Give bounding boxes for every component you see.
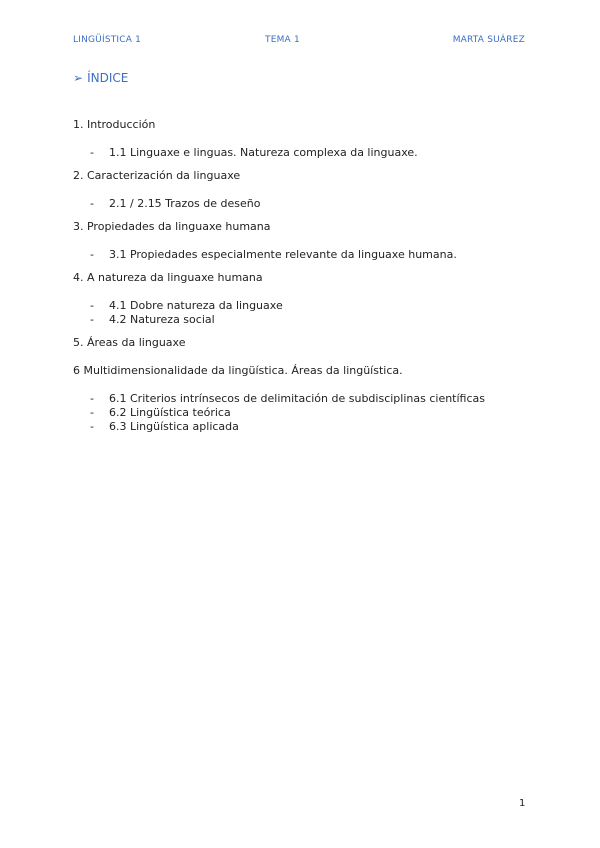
dash-bullet: - (90, 299, 94, 312)
index-heading (73, 71, 128, 85)
dash-bullet: - (90, 197, 94, 210)
toc-section-title[interactable]: 3. Propiedades da linguaxe humana (73, 220, 271, 233)
toc-sub-item-label: 2.1 / 2.15 Trazos de deseño (109, 197, 261, 210)
index-title: ÍNDICE (87, 71, 129, 85)
toc-sub-list (73, 248, 543, 262)
toc-sub-item[interactable] (73, 313, 543, 327)
toc-sub-item[interactable] (73, 299, 543, 313)
toc-section (73, 118, 543, 160)
toc-sub-list (73, 197, 543, 211)
header-course: LINGÜÍSTICA 1 (73, 35, 142, 45)
toc-section (73, 271, 543, 327)
page-number: 1 (519, 798, 526, 809)
toc-section (73, 220, 543, 262)
toc-section (73, 364, 543, 434)
toc-section (73, 336, 543, 350)
toc-sub-list (73, 146, 543, 160)
toc-sub-item[interactable] (73, 248, 543, 262)
toc-sub-item[interactable] (73, 392, 543, 406)
toc-section-title[interactable]: 6 Multidimensionalidade da lingüística. Áreas da lingüística. (73, 364, 403, 377)
toc-sub-item-label: 6.2 Lingüística teórica (109, 406, 231, 419)
toc-sub-item[interactable] (73, 146, 543, 160)
table-of-contents (73, 118, 543, 443)
page-header (73, 35, 525, 49)
toc-sub-item[interactable] (73, 420, 543, 434)
header-author: MARTA SUÁREZ (452, 35, 525, 45)
toc-section-title[interactable]: 4. A natureza da linguaxe humana (73, 271, 263, 284)
dash-bullet: - (90, 313, 94, 326)
toc-section-title[interactable]: 2. Caracterización da linguaxe (73, 169, 241, 182)
toc-sub-item-label: 1.1 Linguaxe e linguas. Natureza complexa da linguaxe. (109, 146, 418, 159)
toc-sub-item-label: 6.3 Lingüística aplicada (109, 420, 239, 433)
toc-sub-list (73, 392, 543, 434)
toc-sub-item[interactable] (73, 197, 543, 211)
toc-section-title[interactable]: 1. Introducción (73, 118, 156, 131)
toc-sub-item[interactable] (73, 406, 543, 420)
arrow-bullet-icon: ➢ (73, 71, 84, 85)
toc-section (73, 169, 543, 211)
toc-section-title[interactable]: 5. Áreas da linguaxe (73, 336, 186, 349)
toc-sub-item-label: 4.1 Dobre natureza da linguaxe (109, 299, 283, 312)
dash-bullet: - (90, 248, 94, 261)
dash-bullet: - (90, 146, 94, 159)
toc-sub-item-label: 4.2 Natureza social (109, 313, 215, 326)
toc-sub-item-label: 6.1 Criterios intrínsecos de delimitación de subdisciplinas científicas (109, 392, 485, 405)
dash-bullet: - (90, 406, 94, 419)
dash-bullet: - (90, 420, 94, 433)
dash-bullet: - (90, 392, 94, 405)
toc-sub-list (73, 299, 543, 327)
toc-sub-item-label: 3.1 Propiedades especialmente relevante da linguaxe humana. (109, 248, 457, 261)
header-topic: TEMA 1 (265, 35, 300, 45)
